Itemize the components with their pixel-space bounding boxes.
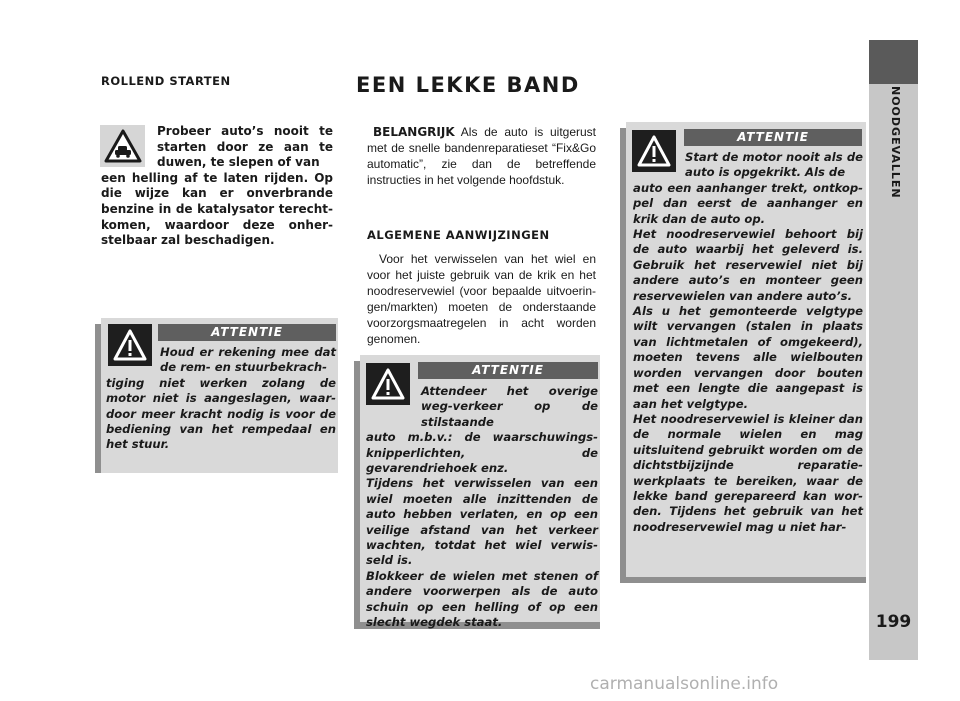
side-tab-top bbox=[869, 40, 918, 84]
general-instructions-text: Voor het verwisselen van het wiel en voor het juiste gebruik van de krik en het noodreservewiel (voor bepaalde uitvoerin-gen/markten) moeten de onderstaande voorzorgsmaatregelen in acht worden genomen. bbox=[367, 252, 596, 346]
brake-warning-rest: tiging niet werken zolang de motor niet is aangeslagen, waar-door meer kracht nodig is voor de bediening van het rempedaal en het stuur. bbox=[106, 375, 336, 452]
heading-rollend-starten: ROLLEND STARTEN bbox=[101, 74, 231, 88]
watermark: carmanualsonline.info bbox=[590, 674, 779, 694]
important-label: BELANGRIJK bbox=[373, 125, 455, 139]
heading-algemene-aanwijzingen: ALGEMENE AANWIJZINGEN bbox=[367, 228, 550, 242]
jack-warning-text bbox=[633, 150, 863, 535]
traffic-warning-p2: Tijdens het verwisselen van een wiel moeten alle inzittenden de auto hebben verlaten, en op een veilige afstand van het verkeer wachten, totdat het wiel verwis-seld is. bbox=[366, 476, 598, 568]
jack-warning-rest: auto een aanhanger trekt, ontkop-pel dan eerst de aanhanger en krik dan de auto op. bbox=[633, 180, 863, 226]
jack-warning-p3: Als u het gemonteerde velgtype wilt vervangen (stalen in plaats van lichtmetalen of omgekeerd), moeten tevens alle wielbouten worden vervangen door bouten met een lengte die aangepast is aan het velgtype. bbox=[633, 304, 863, 411]
push-start-text-rest: een helling af te laten rijden. Op die wijze kan er onverbrande benzine in de katalysator terecht-komen, waardoor deze onher-stelbaar zal beschadigen. bbox=[101, 170, 333, 248]
section-label: NOODGEVALLEN bbox=[889, 86, 902, 199]
traffic-warning-text bbox=[366, 384, 598, 631]
brake-warning-first: Houd er rekening mee dat de rem- en stuurbekrach- bbox=[160, 345, 336, 375]
important-text: Als de auto is uitgerust met de snelle bandenreparatieset “Fix&Go automatic”, zie dan de betreffende instructies in het volgende hoofdstuk. bbox=[367, 125, 597, 187]
push-start-text-first: Probeer auto’s nooit te starten door ze aan te duwen, te slepen of van bbox=[157, 124, 333, 170]
traffic-warning-rest: auto m.b.v.: de waarschuwings-knipperlichten, de gevarendriehoek enz. bbox=[366, 430, 598, 476]
attentie-banner: ATTENTIE bbox=[684, 129, 862, 146]
jack-warning-p4: Het noodreservewiel is kleiner dan de normale wielen en mag uitsluitend gebruikt worden om de dichtstbijzijnde reparatie-werkplaats te bereiken, waar de lekke band gerepareerd kan wor-den. Tijdens het gebruik van het noodreservewiel mag u niet har- bbox=[633, 411, 863, 534]
jack-warning-first: Start de motor nooit als de auto is opgekrikt. Als de bbox=[685, 150, 863, 180]
attentie-banner: ATTENTIE bbox=[158, 324, 336, 341]
traffic-warning-first: Attendeer het overige weg-verkeer op de stilstaande bbox=[421, 384, 598, 429]
traffic-warning-p3: Blokkeer de wielen met stenen of andere voorwerpen als de auto schuin op een helling of op een slecht wegdek staat. bbox=[366, 568, 598, 630]
push-start-text bbox=[101, 124, 333, 249]
heading-een-lekke-band: EEN LEKKE BAND bbox=[356, 73, 580, 97]
brake-warning-text bbox=[106, 345, 336, 453]
important-paragraph bbox=[367, 124, 596, 188]
jack-warning-p2: Het noodreservewiel behoort bij de auto waarbij het geleverd is. Gebruik het reservewiel niet bij andere auto’s en monteer geen reservewielen van andere auto’s. bbox=[633, 227, 863, 303]
attentie-banner: ATTENTIE bbox=[418, 362, 598, 379]
page-number: 199 bbox=[875, 612, 912, 632]
